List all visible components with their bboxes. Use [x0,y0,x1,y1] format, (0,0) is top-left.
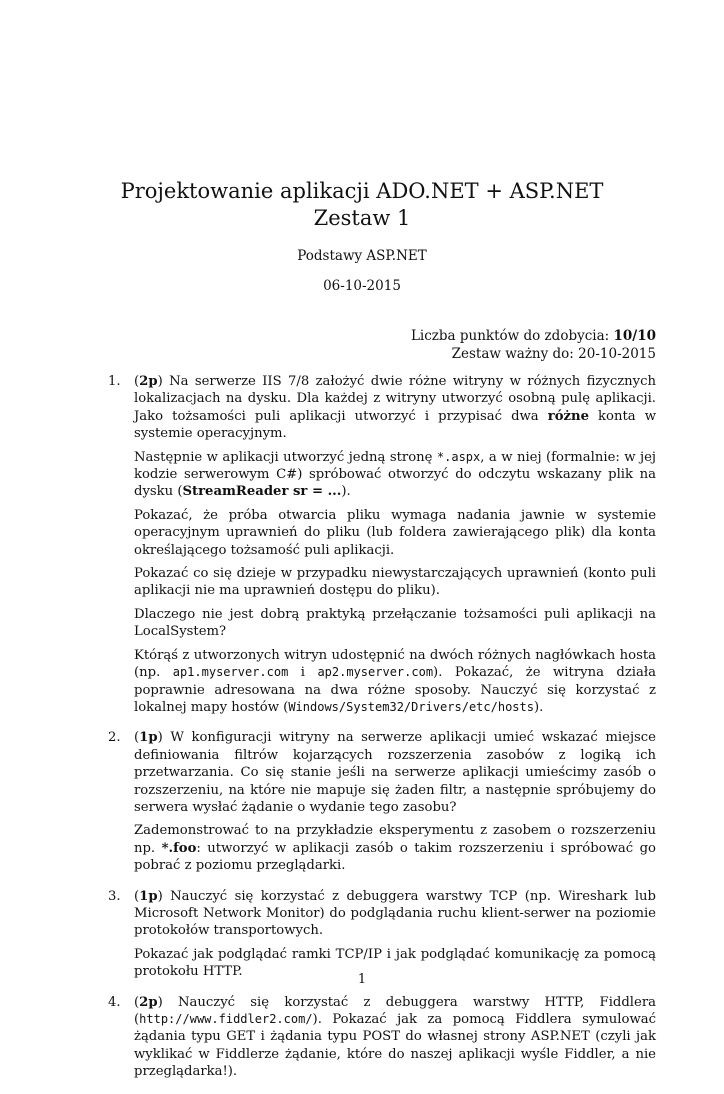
task-paragraph [134,994,656,1081]
text-run: ) Nauczyć się korzystać z debuggera warstwy HTTP, Fiddlera ( [134,994,656,1027]
text-run: Pokazać jak podglądać ramki TCP/IP i jak podglądać komunikację za pomocą protokołu HTTP. [134,946,656,980]
text-run: ). Pokazać jak za pomocą Fiddlera symulować żądania typu GET i żądania typu POST do własnej strony ASP.NET (czyli jak wyklikać w Fiddlerze żądanie, które do naszej aplikacji wyśle Fiddler, a nie przeglądarka!). [134,1012,656,1080]
points-line [411,327,656,345]
task-item [108,994,656,1081]
title-line-1: Projektowanie aplikacji ADO.NET + ASP.NET [120,179,604,203]
text-run: ) Na serwerze IIS 7/8 założyć dwie różne witryny w różnych fizycznych lokalizacjach na dysku. Dla każdej z witryny utworzyć osobną pulę aplikacji. Jako tożsamości puli aplikacji utworzyć i przypisać dwa [134,374,656,424]
task-paragraph [134,507,656,559]
text-run: Następnie w aplikacji utworzyć jedną stronę [134,449,437,465]
task-paragraph [134,647,656,717]
text-run: ( [134,994,140,1010]
bold-text: 2p [139,994,158,1010]
page-number: 1 [357,972,367,987]
bold-text: 2p [139,374,158,389]
assignment-meta [411,327,656,363]
task-paragraph [134,373,656,443]
text-run: ( [134,888,140,904]
code-text: ap1.myserver.com [172,665,289,680]
text-run: ( [134,730,140,746]
points-label: Liczba punktów do zdobycia: [410,328,614,344]
document-date: 06-10-2015 [323,278,401,294]
text-run: ). [341,484,351,500]
text-run: konta w systemie operacyjnym. [134,408,657,442]
task-paragraph [134,565,656,600]
task-item [108,729,656,874]
task-number: 4. [108,994,121,1010]
text-run: Którąś z utworzonych witryn udostępnić na dwóch różnych nagłówkach hosta (np. [134,647,656,681]
title-line-2: Zestaw 1 [313,206,411,230]
task-paragraph [134,888,656,940]
valid-until-line: Zestaw ważny do: 20-10-2015 [451,346,656,362]
text-run: : utworzyć w aplikacji zasób o takim rozszerzeniu i spróbować go pobrać z poziomu przeglądarki. [134,840,656,874]
document-title [0,178,724,232]
task-paragraph [134,822,656,874]
code-text: ap2.myserver.com [317,665,434,680]
task-number: 1. [108,374,121,389]
bold-text: *.foo [161,840,197,856]
bold-text: 1p [139,730,158,746]
document-subtitle: Podstawy ASP.NET [297,248,427,264]
text-run: ). Pokazać, że witryna działa poprawnie adresowana na dwa różne sposoby. Nauczyć się korzystać z lokalnej mapy hostów ( [134,665,656,715]
task-paragraph [134,729,656,816]
code-text: http://www.fiddler2.com/ [139,1012,313,1026]
text-run: ) W konfiguracji witryny na serwerze aplikacji umieć wskazać miejsce definiowania filtrów kojarzących rozszerzenia zasobów z logiką ich przetwarzania. Co się stanie jeśli na serwerze aplikacji umieścimy zasób o rozszerzeniu, na które nie mapuje się żaden filtr, a następnie spróbujemy do serwera wysłać żądanie o wydanie tego zasobu? [134,730,656,815]
text-run: ) Nauczyć się korzystać z debuggera warstwy TCP (np. Wireshark lub Microsoft Network Monitor) do podglądania ruchu klient-serwer na poziomie protokołów transportowych. [134,888,656,939]
text-run: Pokazać, że próba otwarcia pliku wymaga nadania jawnie w systemie operacyjnym uprawnień do pliku (lub foldera zawierającego plik) dla konta określającego tożsamość puli aplikacji. [134,507,656,558]
task-number: 2. [108,730,121,746]
code-text: Windows/System32/Drivers/etc/hosts [288,699,534,714]
text-run: i [288,665,318,681]
task-number: 3. [108,888,121,904]
points-value: 10/10 [613,328,656,344]
bold-text: różne [547,408,589,424]
bold-text: 1p [139,888,158,904]
task-paragraph [134,606,656,641]
task-item [108,888,656,981]
task-paragraph [134,449,656,501]
text-run: ( [134,374,140,389]
text-run: ). [533,699,544,715]
bold-text: StreamReader sr = ... [182,484,342,500]
text-run: Dlaczego nie jest dobrą praktyką przełączanie tożsamości puli aplikacji na LocalSystem? [134,606,656,640]
text-run: Pokazać co się dzieje w przypadku niewystarczających uprawnień (konto puli aplikacji nie ma uprawnień dostępu do pliku). [134,566,656,599]
text-run: Zademonstrować to na przykładzie eksperymentu z zasobem o rozszerzeniu np. [134,823,656,856]
text-run: , a w niej (formalnie: w jej kodzie serwerowym C#) spróbować otworzyć do odczytu wskazany plik na dysku ( [134,449,656,500]
code-text: *.aspx [436,449,481,464]
task-item [108,373,657,716]
